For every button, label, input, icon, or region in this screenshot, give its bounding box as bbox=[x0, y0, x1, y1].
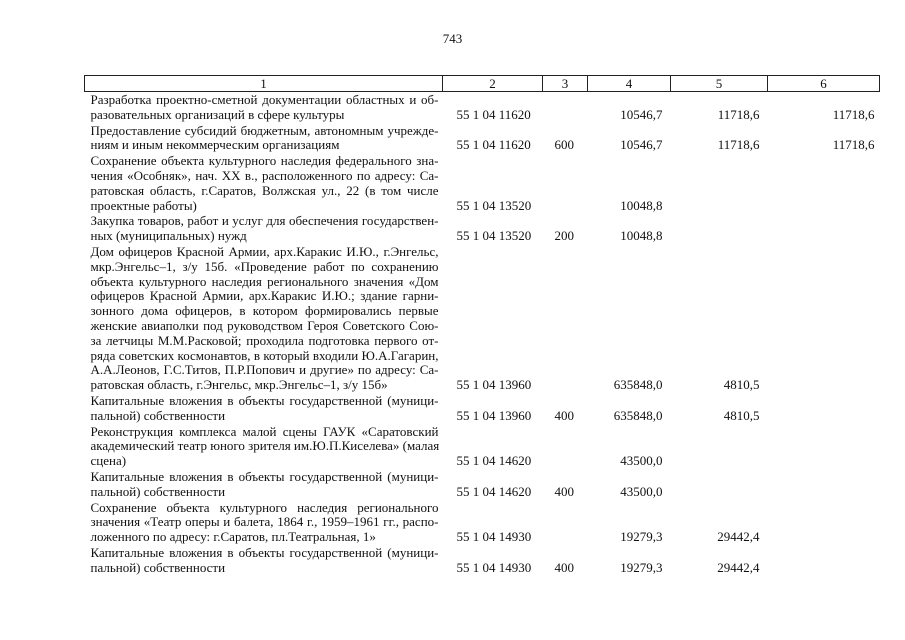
expense-type: 400 bbox=[554, 559, 574, 575]
expense-type bbox=[543, 153, 588, 213]
value-col6 bbox=[768, 244, 880, 393]
description-line: ложенного по адресу: г.Саратов, пл.Театральная, 1» bbox=[90, 529, 376, 545]
row-description bbox=[85, 213, 443, 244]
table-row bbox=[85, 213, 880, 244]
row-description bbox=[85, 424, 443, 469]
row-description bbox=[85, 469, 443, 500]
value-col4: 10048,8 bbox=[620, 228, 663, 244]
row-description bbox=[85, 545, 443, 576]
target-code: 55 1 04 13960 bbox=[456, 407, 532, 423]
description-line: разовательных организаций в сфере культуры bbox=[90, 106, 345, 122]
value-col4: 635848,0 bbox=[613, 407, 663, 423]
expense-type: 200 bbox=[554, 228, 574, 244]
column-header: 2 bbox=[443, 76, 543, 92]
value-col4: 635848,0 bbox=[613, 377, 663, 393]
value-col6: 11718,6 bbox=[832, 106, 875, 122]
description-line: зонного дома офицеров, в котором формировались первые bbox=[90, 303, 439, 319]
table-row bbox=[85, 153, 880, 213]
value-col6 bbox=[768, 545, 880, 576]
expense-type: 400 bbox=[554, 483, 574, 499]
target-code: 55 1 04 13960 bbox=[456, 377, 532, 393]
column-header: 6 bbox=[768, 76, 880, 92]
description-line: Капитальные вложения в объекты государственной (муници- bbox=[90, 392, 439, 408]
expense-type: 400 bbox=[554, 407, 574, 423]
description-line: ратовская область, г.Саратов, Волжская ул., 22 (в том числе bbox=[90, 182, 439, 198]
description-line: Закупка товаров, работ и услуг для обеспечения государствен- bbox=[90, 213, 439, 229]
target-code: 55 1 04 14620 bbox=[456, 453, 532, 469]
value-col6 bbox=[768, 393, 880, 424]
table-row bbox=[85, 469, 880, 500]
description-line: проектные работы) bbox=[90, 197, 197, 213]
value-col5 bbox=[671, 469, 768, 500]
description-line: мкр.Энгельс–1, з/у 15б. «Проведение работ по сохранению bbox=[90, 258, 439, 274]
description-line: Капитальные вложения в объекты государственной (муници- bbox=[90, 468, 439, 484]
description-line: Сохранение объекта культурного наследия регионального bbox=[90, 499, 439, 515]
value-col4: 10546,7 bbox=[620, 137, 663, 153]
table-row bbox=[85, 92, 880, 123]
description-line: Сохранение объекта культурного наследия федерального зна- bbox=[90, 153, 439, 169]
target-code: 55 1 04 13520 bbox=[456, 197, 532, 213]
table-row bbox=[85, 393, 880, 424]
value-col5 bbox=[671, 213, 768, 244]
table-row bbox=[85, 500, 880, 545]
value-col5: 4810,5 bbox=[723, 407, 760, 423]
column-header: 4 bbox=[588, 76, 671, 92]
description-line: Капитальные вложения в объекты государственной (муници- bbox=[90, 544, 439, 560]
target-code: 55 1 04 11620 bbox=[456, 137, 531, 153]
column-header: 5 bbox=[671, 76, 768, 92]
description-line: сцена) bbox=[90, 453, 127, 469]
row-description bbox=[85, 500, 443, 545]
value-col5: 11718,6 bbox=[717, 137, 760, 153]
description-line: женские авиаполки под руководством Героя Советского Сою- bbox=[90, 317, 439, 333]
description-line: чения «Особняк», нач. XX в., расположенного по адресу: Са- bbox=[90, 167, 439, 183]
row-description bbox=[85, 153, 443, 213]
target-code: 55 1 04 13520 bbox=[456, 228, 532, 244]
description-line: пальной) собственности bbox=[90, 559, 226, 575]
value-col4: 19279,3 bbox=[620, 559, 663, 575]
table-row bbox=[85, 123, 880, 154]
value-col5: 29442,4 bbox=[717, 559, 760, 575]
header-row bbox=[85, 76, 880, 92]
value-col6 bbox=[768, 213, 880, 244]
target-code: 55 1 04 11620 bbox=[456, 106, 531, 122]
expense-type bbox=[543, 424, 588, 469]
row-description bbox=[85, 244, 443, 393]
expense-type bbox=[543, 244, 588, 393]
value-col6: 11718,6 bbox=[832, 137, 875, 153]
value-col4: 10546,7 bbox=[620, 106, 663, 122]
target-code: 55 1 04 14620 bbox=[456, 483, 532, 499]
value-col5: 4810,5 bbox=[723, 377, 760, 393]
value-col5: 11718,6 bbox=[717, 106, 760, 122]
description-line: пальной) собственности bbox=[90, 483, 226, 499]
description-line: ряда советских космонавтов, в который входили Ю.А.Гагарин, bbox=[90, 347, 439, 363]
description-line: А.А.Леонов, Г.С.Титов, П.Р.Попович и другие» по адресу: Са- bbox=[90, 362, 439, 378]
value-col5 bbox=[671, 153, 768, 213]
value-col5 bbox=[671, 424, 768, 469]
target-code: 55 1 04 14930 bbox=[456, 529, 532, 545]
description-line: Предоставление субсидий бюджетным, автономным учрежде- bbox=[90, 122, 439, 138]
description-line: пальной) собственности bbox=[90, 407, 226, 423]
description-line: объекта культурного наследия регионального значения «Дом bbox=[90, 273, 439, 289]
description-line: Реконструкция комплекса малой сцены ГАУК «Саратовский bbox=[90, 423, 439, 439]
table-row bbox=[85, 545, 880, 576]
value-col6 bbox=[768, 153, 880, 213]
target-code: 55 1 04 14930 bbox=[456, 559, 532, 575]
description-line: ных (муниципальных) нужд bbox=[90, 228, 247, 244]
value-col4: 43500,0 bbox=[620, 453, 663, 469]
description-line: значения «Театр оперы и балета, 1864 г., 1959–1961 гг., распо- bbox=[90, 514, 439, 530]
table-row bbox=[85, 244, 880, 393]
value-col6 bbox=[768, 469, 880, 500]
value-col5: 29442,4 bbox=[717, 529, 760, 545]
value-col6 bbox=[768, 500, 880, 545]
description-line: Дом офицеров Красной Армии, арх.Каракис И.Ю., г.Энгельс, bbox=[90, 243, 439, 259]
expense-type bbox=[543, 500, 588, 545]
description-line: академический театр юного зрителя им.Ю.П.Киселева» (малая bbox=[90, 438, 440, 454]
row-description bbox=[85, 123, 443, 154]
column-header: 1 bbox=[85, 76, 443, 92]
expense-type: 600 bbox=[554, 137, 574, 153]
row-description bbox=[85, 393, 443, 424]
value-col6 bbox=[768, 424, 880, 469]
description-line: ратовская область, г.Энгельс, мкр.Энгельс–1, з/у 15б» bbox=[90, 377, 388, 393]
description-line: офицеров Красной Армии, арх.Каракис И.Ю.; здание гарни- bbox=[90, 288, 439, 304]
description-line: Разработка проектно-сметной документации областных и об- bbox=[90, 92, 439, 107]
column-header: 3 bbox=[543, 76, 588, 92]
description-line: ниям и иным некоммерческим организациям bbox=[90, 137, 340, 153]
value-col4: 43500,0 bbox=[620, 483, 663, 499]
value-col4: 19279,3 bbox=[620, 529, 663, 545]
expense-type bbox=[543, 92, 588, 123]
value-col4: 10048,8 bbox=[620, 197, 663, 213]
budget-table bbox=[84, 75, 880, 576]
page-number: 743 bbox=[442, 31, 463, 46]
row-description bbox=[85, 92, 443, 123]
table-row bbox=[85, 424, 880, 469]
description-line: за летчицы М.М.Расковой; проходила подготовка первого от- bbox=[90, 332, 439, 348]
